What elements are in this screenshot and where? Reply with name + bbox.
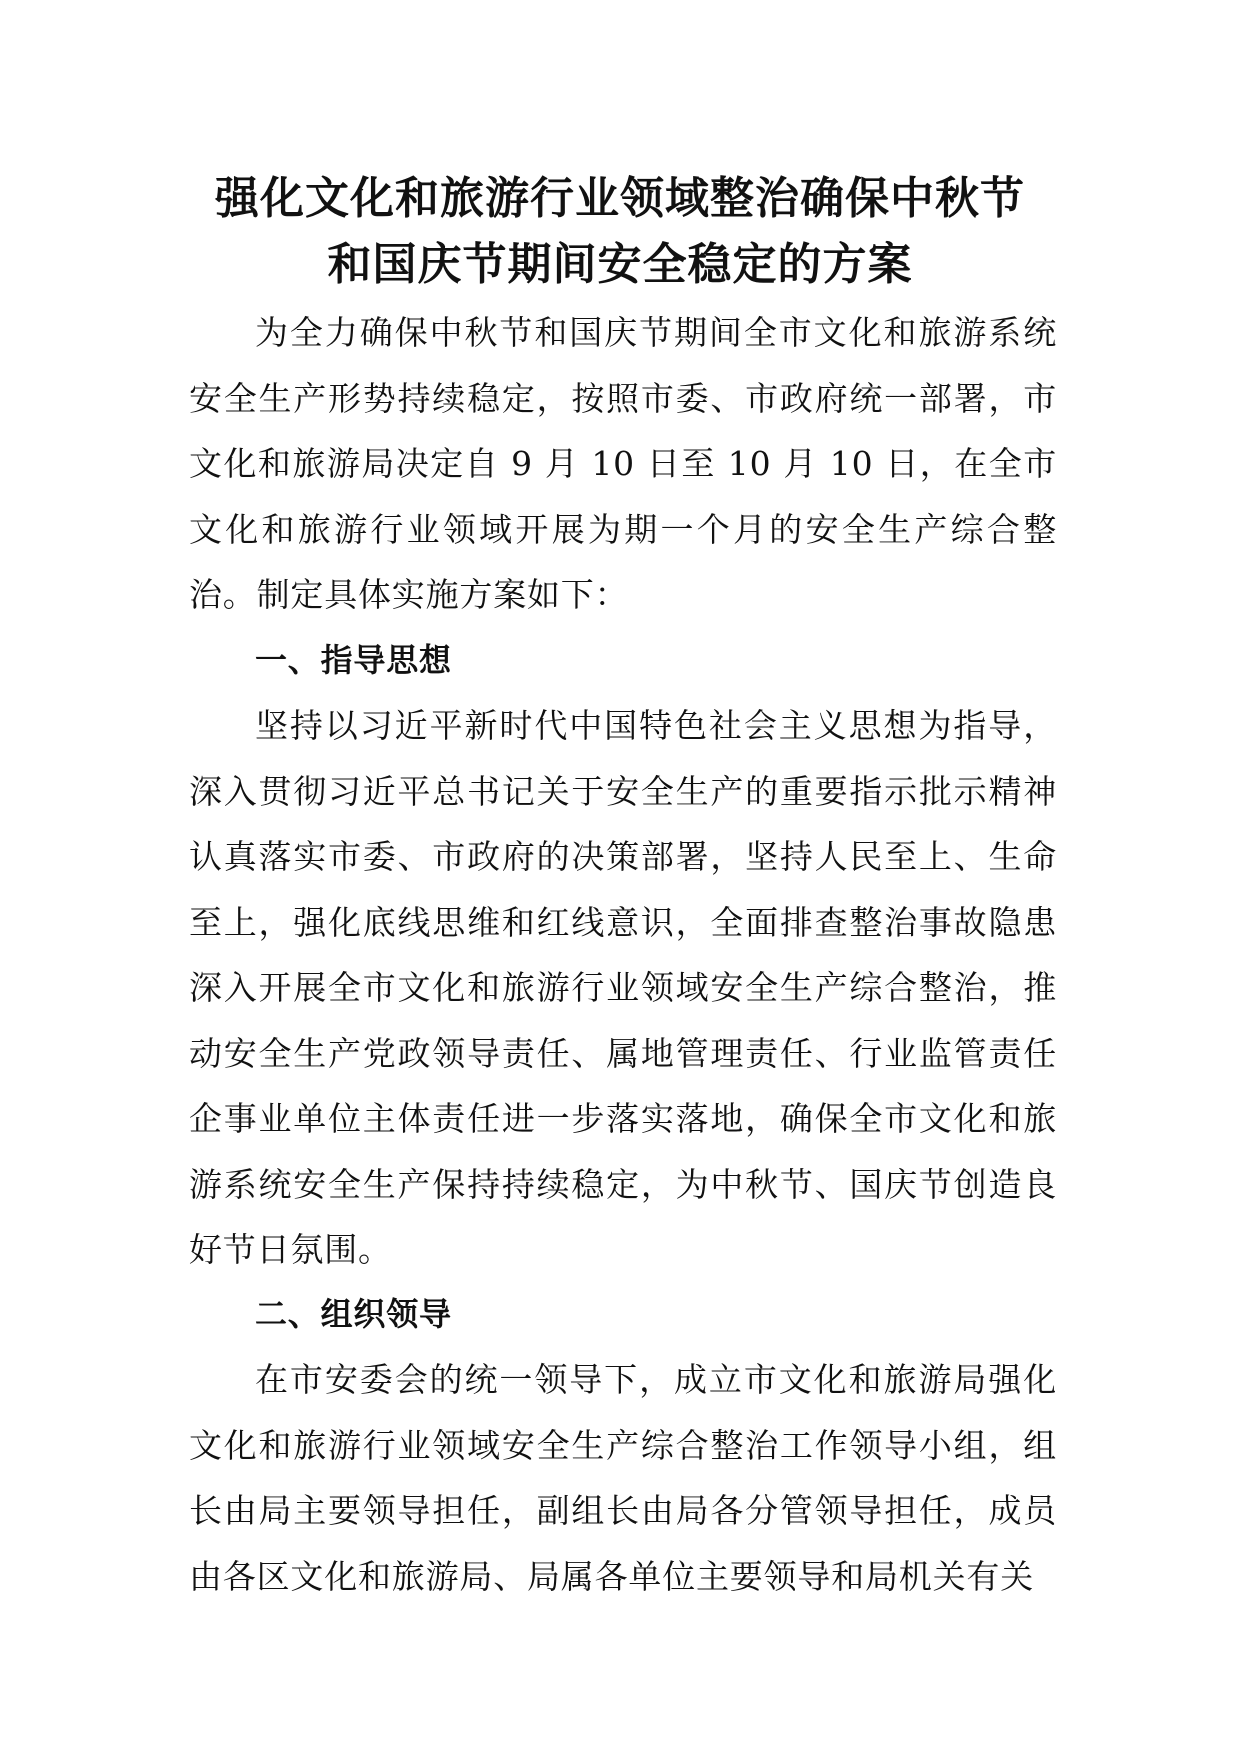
title-line-1: 强化文化和旅游行业领域整治确保中秋节 [215,173,1025,224]
section-paragraph-organization-leadership: 在市安委会的统一领导下，成立市文化和旅游局强化文化和旅游行业领域安全生产综合整治工作领导小组，组长由局主要领导担任，副组长由局各分管领导担任，成员由各区文化和旅游局、局属各单位主要领导和局机关有关 [189,1360,1057,1596]
section-paragraph-guiding-ideology: 坚持以习近平新时代中国特色社会主义思想为指导，深入贯彻习近平总书记关于安全生产的重要指示批示精神认真落实市委、市政府的决策部署，坚持人民至上、生命至上，强化底线思维和红线意识，全面排查整治事故隐患深入开展全市文化和旅游行业领域安全生产综合整治，推动安全生产党政领导责任、属地管理责任、行业监管责任企事业单位主体责任进一步落实落地，确保全市文化和旅游系统安全生产保持持续稳定，为中秋节、国庆节创造良好节日氛围。 [189,706,1057,1269]
section-heading-guiding-ideology: 一、指导思想 [255,641,452,679]
intro-paragraph: 为全力确保中秋节和国庆节期间全市文化和旅游系统安全生产形势持续稳定，按照市委、市政府统一部署，市文化和旅游局决定自 9 月 10 日至 10 月 10 日，在全市文化和旅游行业领域开展为期一个月的安全生产综合整治。制定具体实施方案如下： [189,313,1057,614]
document-title [150,166,1090,298]
section-heading-organization-leadership: 二、组织领导 [255,1295,452,1333]
title-line-2: 和国庆节期间安全稳定的方案 [327,239,913,290]
